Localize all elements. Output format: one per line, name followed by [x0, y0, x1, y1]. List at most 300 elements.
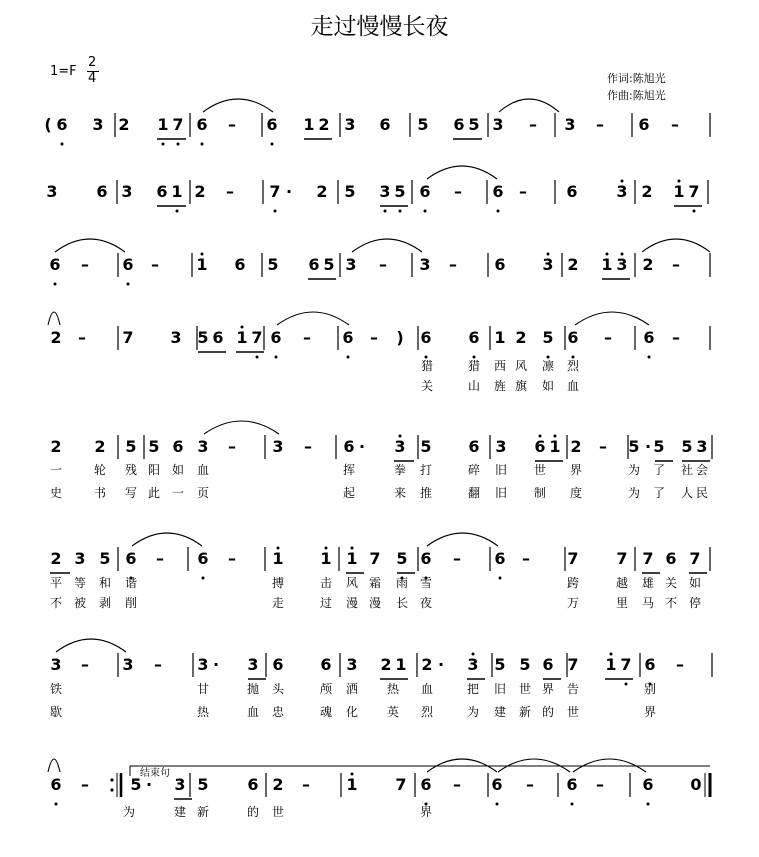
note: 7 — [567, 655, 579, 674]
slur — [204, 421, 279, 434]
lyric-char: 社 — [680, 463, 694, 477]
note: 5 — [323, 255, 335, 274]
note: 5 — [125, 437, 137, 456]
octave-dot-above — [399, 435, 402, 438]
note: 3 — [492, 115, 504, 134]
note: 6 — [542, 655, 554, 674]
lyric-char: 过 — [319, 596, 333, 610]
note: 3 — [467, 655, 479, 674]
note: – — [370, 328, 378, 347]
lyric-char: 界 — [569, 463, 583, 477]
note: 6 — [420, 328, 432, 347]
note: 6 — [420, 775, 432, 794]
note: 3 — [46, 182, 58, 201]
note: – — [672, 328, 680, 347]
note: 7 — [251, 328, 263, 347]
note: 6 — [644, 655, 656, 674]
note: 7 — [616, 549, 628, 568]
lyric-char: 为 — [627, 463, 641, 477]
note: 3 — [564, 115, 576, 134]
note: · — [644, 437, 652, 456]
lyric-char: 别 — [643, 682, 657, 696]
lyric-char: 不 — [664, 596, 678, 610]
lyric-char: 烈 — [420, 705, 434, 719]
lyric-char: 不 — [49, 596, 63, 610]
lyric-char: 里 — [615, 596, 629, 610]
note: ( — [44, 115, 52, 134]
octave-dot-above — [241, 326, 244, 329]
note: 6 — [308, 255, 320, 274]
lyric-char: 万 — [566, 596, 580, 610]
octave-dot-above — [539, 435, 542, 438]
note: – — [228, 549, 236, 568]
octave-dot-below — [256, 356, 259, 359]
lyric-char: 人 — [680, 486, 694, 500]
lyric-char: 英 — [386, 705, 400, 719]
note: 1 — [673, 182, 685, 201]
note: 1 — [157, 115, 169, 134]
lyric-char: 血 — [196, 463, 210, 477]
note: – — [303, 328, 311, 347]
note: 5 — [417, 115, 429, 134]
lyric-char: 长 — [395, 596, 409, 610]
octave-dot-above — [277, 547, 280, 550]
note: 6 — [212, 328, 224, 347]
note: 3 — [616, 182, 628, 201]
lyric-char: 把 — [466, 682, 480, 696]
slur — [352, 239, 422, 252]
note: 1 — [272, 549, 284, 568]
note: 5 — [542, 328, 554, 347]
note: – — [226, 182, 234, 201]
note: 6 — [320, 655, 332, 674]
note: 2 — [194, 182, 206, 201]
note: 3 — [197, 437, 209, 456]
octave-dot-below — [54, 283, 57, 286]
slur — [203, 99, 273, 112]
note: – — [81, 655, 89, 674]
note: 3 — [74, 549, 86, 568]
note: 2 — [567, 255, 579, 274]
note: 3 — [50, 655, 62, 674]
lyric-char: 了 — [652, 463, 666, 477]
octave-dot-below — [176, 210, 179, 213]
lyric-char: 走 — [271, 596, 285, 610]
note: 6 — [566, 775, 578, 794]
note: 6 — [49, 255, 61, 274]
note: 6 — [343, 437, 355, 456]
lyric-char: 如 — [171, 463, 185, 477]
note: 6 — [96, 182, 108, 201]
lyric-char: 挥 — [342, 463, 356, 477]
lyric-char: 页 — [196, 486, 210, 500]
slur — [427, 533, 498, 546]
repeat-dot — [110, 778, 113, 781]
lyric-char: 的 — [246, 805, 260, 819]
note: 1 — [346, 549, 358, 568]
lyric-char: 西 — [493, 359, 507, 373]
lyric-char: 风 — [345, 576, 359, 590]
lyric-char: 头 — [271, 682, 285, 696]
note: 7 — [689, 549, 701, 568]
lyric-char: 世 — [566, 705, 580, 719]
octave-dot-below — [127, 283, 130, 286]
slur — [132, 533, 202, 546]
note: 3 — [121, 182, 133, 201]
octave-dot-below — [625, 683, 628, 686]
octave-dot-below — [496, 803, 499, 806]
note: 6 — [492, 182, 504, 201]
note: 3 — [696, 437, 708, 456]
lyric-char: 颅 — [319, 682, 333, 696]
octave-dot-above — [351, 547, 354, 550]
octave-dot-below — [571, 803, 574, 806]
lyric-char: 漫 — [345, 596, 359, 610]
note: 6 — [247, 775, 259, 794]
lyric-char: 碎 — [467, 463, 481, 477]
note: 5 — [468, 115, 480, 134]
lyric-char: 史 — [49, 486, 63, 500]
note: 6 — [342, 328, 354, 347]
lyric-char: 拳 — [393, 463, 407, 477]
note: 6 — [379, 115, 391, 134]
note: 6 — [665, 549, 677, 568]
note: 2 — [316, 182, 328, 201]
lyric-char: 猎 — [467, 359, 481, 373]
note: 6 — [638, 115, 650, 134]
time-signature-bottom: 4 — [88, 71, 97, 86]
lyric-char: 会 — [695, 463, 709, 477]
note: 5 — [344, 182, 356, 201]
slur — [427, 166, 497, 179]
note: 3 — [170, 328, 182, 347]
note: 7 — [172, 115, 184, 134]
slur — [56, 639, 126, 652]
slur — [48, 759, 60, 772]
note: 5 — [494, 655, 506, 674]
octave-dot-above — [325, 547, 328, 550]
lyric-char: 猎 — [420, 359, 434, 373]
lyric-char: 血 — [566, 379, 580, 393]
note: 6 — [266, 115, 278, 134]
lyric-char: 新 — [196, 805, 210, 819]
note: 7 — [688, 182, 700, 201]
octave-dot-below — [693, 210, 696, 213]
lyric-char: 阳 — [147, 463, 161, 477]
note: 2 — [118, 115, 130, 134]
lyric-char: 为 — [627, 486, 641, 500]
note: 2 — [515, 328, 527, 347]
octave-dot-below — [399, 210, 402, 213]
lyric-char: 烈 — [566, 359, 580, 373]
octave-dot-below — [61, 143, 64, 146]
note: 5 — [197, 775, 209, 794]
octave-dot-below — [384, 210, 387, 213]
lyric-char: 世 — [271, 805, 285, 819]
octave-dot-below — [201, 143, 204, 146]
lyric-char: 旧 — [494, 486, 508, 500]
note: 6 — [196, 115, 208, 134]
note: – — [599, 437, 607, 456]
note: – — [449, 255, 457, 274]
lyric-char: 来 — [393, 486, 407, 500]
lyric-char: 旧 — [493, 682, 507, 696]
note: 3 — [272, 437, 284, 456]
note: 6 — [494, 549, 506, 568]
lyric-char: 马 — [641, 596, 655, 610]
lyric-char: 了 — [652, 486, 666, 500]
lyric-char: 民 — [695, 486, 709, 500]
lyric-char: 轮 — [93, 463, 107, 477]
note: 5 — [197, 328, 209, 347]
note: – — [671, 115, 679, 134]
note: 5 — [519, 655, 531, 674]
note: 6 — [56, 115, 68, 134]
lyric-char: 旧 — [494, 463, 508, 477]
note: 6 — [272, 655, 284, 674]
note: 3 — [197, 655, 209, 674]
octave-dot-above — [554, 435, 557, 438]
note: – — [302, 775, 310, 794]
note: 3 — [346, 655, 358, 674]
note: 0 — [690, 775, 702, 794]
lyric-char: 洒 — [345, 682, 359, 696]
lyric-char: 关 — [664, 576, 678, 590]
lyric-char: 歇 — [49, 705, 63, 719]
lyric-char: 搏 — [271, 576, 285, 590]
ending-label: 结束句 — [140, 768, 170, 779]
lyric-char: 为 — [466, 705, 480, 719]
note: 6 — [453, 115, 465, 134]
note: 7 — [269, 182, 281, 201]
note: 6 — [197, 549, 209, 568]
note: 3 — [174, 775, 186, 794]
note: 6 — [122, 255, 134, 274]
octave-dot-above — [621, 253, 624, 256]
note: 6 — [491, 775, 503, 794]
note: 1 — [605, 655, 617, 674]
note: 7 — [567, 549, 579, 568]
lyric-char: 残 — [124, 463, 138, 477]
lyric-char: 雨 — [395, 576, 409, 590]
octave-dot-below — [275, 356, 278, 359]
note: 2 — [570, 437, 582, 456]
lyric-char: 热 — [196, 705, 210, 719]
note: 6 — [125, 549, 137, 568]
key-signature: 1=F — [50, 64, 77, 79]
note: 6 — [642, 775, 654, 794]
lyric-char: 谐 — [124, 576, 138, 590]
note: 1 — [601, 255, 613, 274]
lyric-char: 关 — [420, 379, 434, 393]
note: · — [145, 775, 153, 794]
lyric-char: 建 — [493, 705, 507, 719]
lyric-char: 新 — [518, 705, 532, 719]
lyric-char: 忠 — [271, 705, 285, 719]
note: 6 — [419, 182, 431, 201]
lyric-char: 界 — [643, 705, 657, 719]
octave-dot-above — [201, 253, 204, 256]
note: 6 — [172, 437, 184, 456]
lyric-char: 剥 — [98, 596, 112, 610]
note: – — [154, 655, 162, 674]
note: 6 — [156, 182, 168, 201]
note: – — [596, 115, 604, 134]
note: – — [81, 775, 89, 794]
note: – — [78, 328, 86, 347]
note: 3 — [394, 437, 406, 456]
note: – — [304, 437, 312, 456]
note: 5 — [396, 549, 408, 568]
note: – — [676, 655, 684, 674]
note: 2 — [380, 655, 392, 674]
octave-dot-below — [177, 143, 180, 146]
note: 1 — [494, 328, 506, 347]
octave-dot-below — [648, 356, 651, 359]
note: 2 — [50, 437, 62, 456]
octave-dot-below — [55, 803, 58, 806]
note: 5 — [628, 437, 640, 456]
note: 2 — [94, 437, 106, 456]
lyric-char: 推 — [419, 486, 433, 500]
note: 3 — [122, 655, 134, 674]
note: 2 — [641, 182, 653, 201]
octave-dot-below — [347, 356, 350, 359]
lyric-char: 雄 — [641, 576, 655, 590]
note: 7 — [642, 549, 654, 568]
note: 3 — [379, 182, 391, 201]
note: – — [522, 549, 530, 568]
note: 3 — [344, 115, 356, 134]
slur — [55, 239, 125, 252]
slur — [575, 312, 649, 325]
note: – — [151, 255, 159, 274]
note: 1 — [171, 182, 183, 201]
note: · — [285, 182, 293, 201]
lyric-char: 如 — [541, 379, 555, 393]
lyric-char: 平 — [49, 576, 63, 590]
note: 6 — [494, 255, 506, 274]
note: 3 — [495, 437, 507, 456]
note: 7 — [620, 655, 632, 674]
note: – — [672, 255, 680, 274]
note: 7 — [369, 549, 381, 568]
lyric-char: 起 — [342, 486, 356, 500]
octave-dot-below — [202, 577, 205, 580]
lyric-char: 翻 — [467, 486, 481, 500]
song-title: 走过慢慢长夜 — [310, 14, 449, 40]
note: 6 — [468, 328, 480, 347]
lyric-char: 和 — [98, 576, 112, 590]
lyric-char: 制 — [533, 486, 547, 500]
lyric-char: 血 — [420, 682, 434, 696]
note: – — [228, 115, 236, 134]
time-signature-top: 2 — [88, 55, 97, 70]
octave-dot-below — [424, 210, 427, 213]
lyric-char: 化 — [345, 705, 359, 719]
lyric-char: 跨 — [566, 576, 580, 590]
lyric-char: 打 — [419, 463, 433, 477]
note: 5 — [148, 437, 160, 456]
note: 3 — [616, 255, 628, 274]
lyric-char: 一 — [171, 486, 185, 500]
note: 3 — [247, 655, 259, 674]
note: 1 — [303, 115, 315, 134]
note: 2 — [318, 115, 330, 134]
note: – — [519, 182, 527, 201]
octave-dot-below — [162, 143, 165, 146]
lyric-char: 热 — [386, 682, 400, 696]
note: 6 — [566, 182, 578, 201]
note: – — [526, 775, 534, 794]
lyric-char: 甘 — [196, 682, 210, 696]
lyric-char: 夜 — [419, 596, 433, 610]
octave-dot-below — [274, 210, 277, 213]
note: · — [358, 437, 366, 456]
lyric-char: 等 — [73, 576, 87, 590]
note: 2 — [272, 775, 284, 794]
note: 2 — [421, 655, 433, 674]
note: 3 — [419, 255, 431, 274]
note: 6 — [234, 255, 246, 274]
note: 5 — [267, 255, 279, 274]
note: · — [437, 655, 445, 674]
slur — [499, 99, 559, 112]
note: 1 — [320, 549, 332, 568]
note: 5 — [420, 437, 432, 456]
note: 6 — [643, 328, 655, 347]
lyric-char: 风 — [514, 359, 528, 373]
note: 1 — [236, 328, 248, 347]
octave-dot-above — [547, 253, 550, 256]
note: 5 — [681, 437, 693, 456]
note: – — [453, 775, 461, 794]
note: 3 — [542, 255, 554, 274]
lyric-char: 停 — [688, 596, 702, 610]
octave-dot-below — [499, 577, 502, 580]
slur — [642, 239, 710, 252]
lyric-char: 霜 — [368, 576, 382, 590]
lyric-char: 漫 — [368, 596, 382, 610]
note: 7 — [395, 775, 407, 794]
slur — [277, 312, 349, 325]
lyric-char: 的 — [541, 705, 555, 719]
lyric-char: 如 — [688, 576, 702, 590]
lyric-char: 界 — [419, 805, 433, 819]
composer-credit: 作曲:陈旭光 — [607, 89, 666, 102]
lyric-char: 雪 — [419, 576, 433, 590]
lyric-char: 血 — [246, 705, 260, 719]
octave-dot-below — [271, 143, 274, 146]
lyric-char: 此 — [147, 486, 161, 500]
lyric-char: 旌 — [493, 379, 507, 393]
note: ) — [396, 328, 404, 347]
note: – — [379, 255, 387, 274]
lyric-char: 越 — [615, 576, 629, 590]
lyric-char: 为 — [122, 805, 136, 819]
note: 5 — [99, 549, 111, 568]
note: – — [604, 328, 612, 347]
octave-dot-above — [606, 253, 609, 256]
lyric-char: 山 — [467, 379, 481, 393]
note: 6 — [534, 437, 546, 456]
note: – — [596, 775, 604, 794]
octave-dot-above — [472, 653, 475, 656]
note: 5 — [653, 437, 665, 456]
lyric-char: 抛 — [246, 682, 260, 696]
note: · — [212, 655, 220, 674]
repeat-dot — [110, 788, 113, 791]
